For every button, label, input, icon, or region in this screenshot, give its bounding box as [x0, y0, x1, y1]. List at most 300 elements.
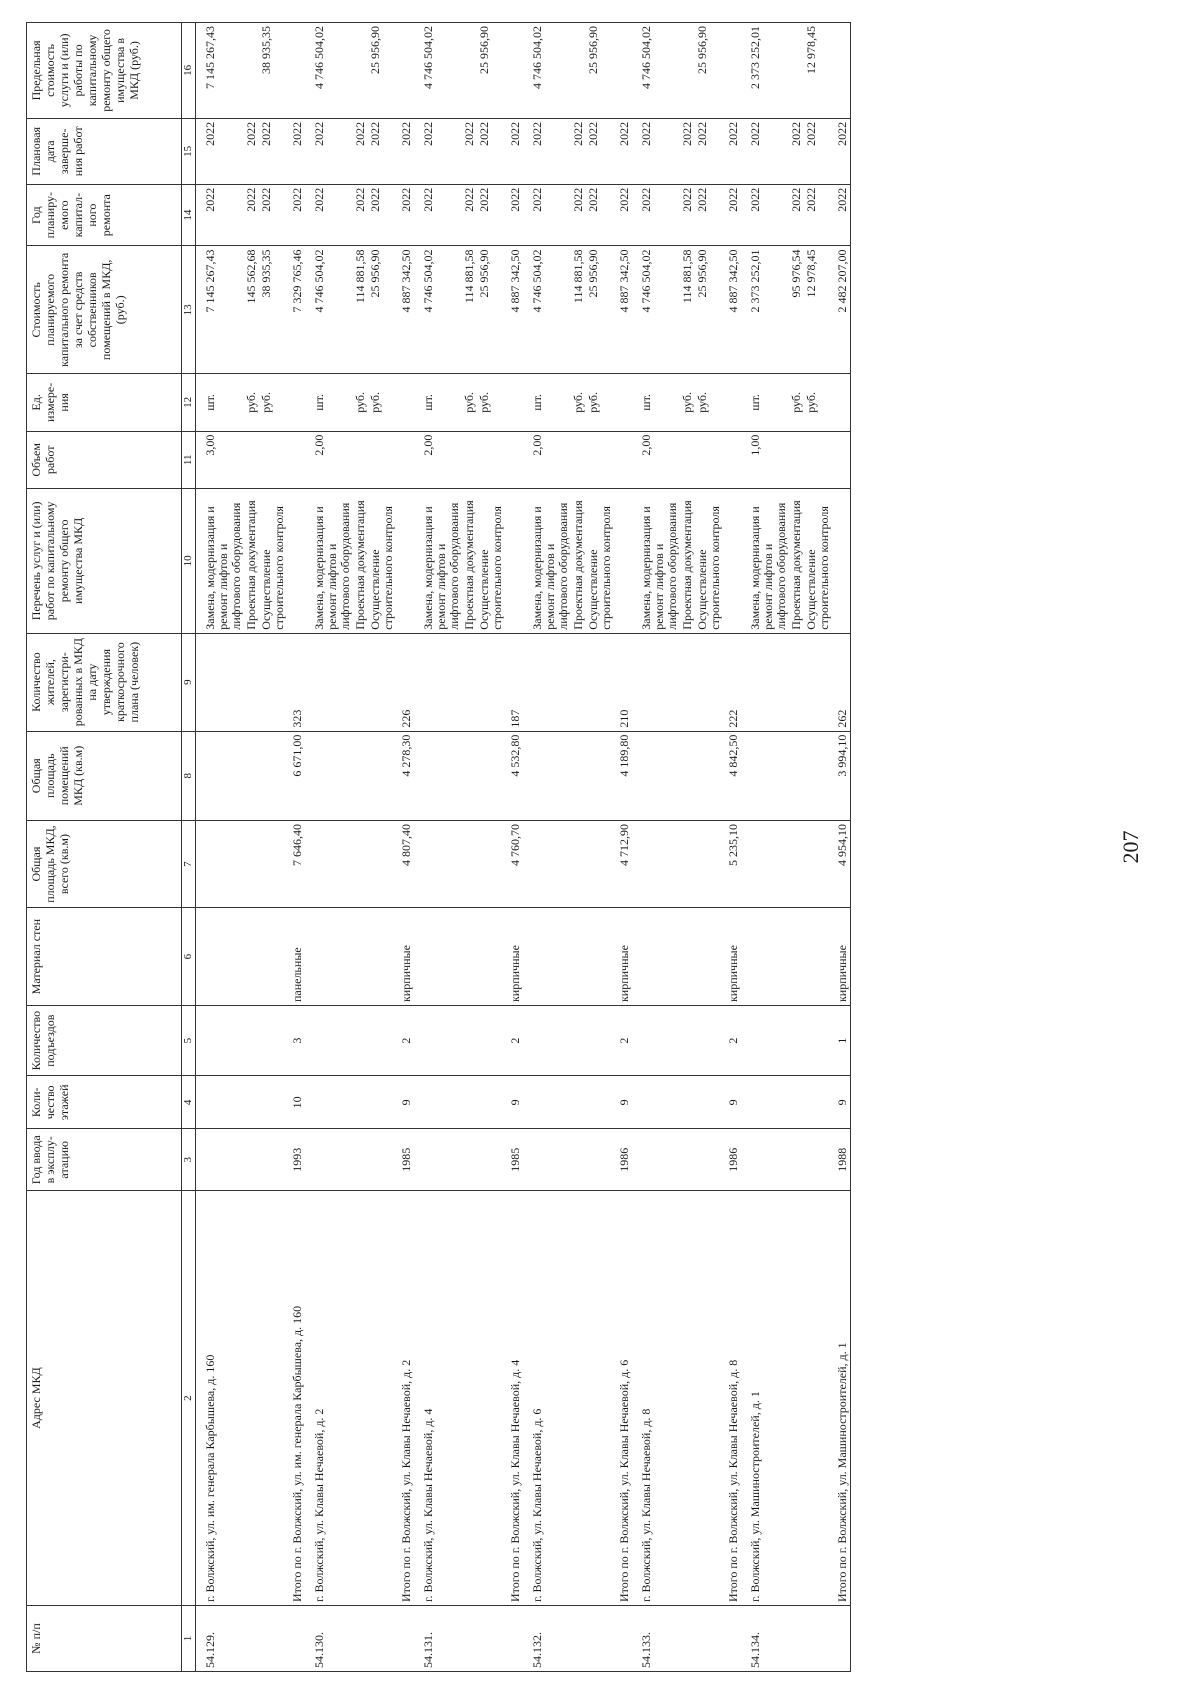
table-cell	[695, 633, 723, 731]
table-cell: 2022	[396, 184, 414, 246]
capital-repair-table	[26, 22, 851, 1672]
table-cell	[632, 1129, 680, 1191]
table-cell: 262	[832, 633, 851, 731]
table-cell: руб.	[695, 374, 723, 431]
column-number: 7	[182, 820, 196, 907]
table-cell: 2022	[832, 118, 851, 184]
column-number: 13	[182, 246, 196, 374]
table-cell	[505, 489, 523, 634]
table-cell	[368, 633, 396, 731]
table-cell: 2,00	[305, 431, 353, 488]
table-cell: 54.132.	[523, 1606, 571, 1672]
table-cell	[196, 1129, 245, 1191]
table-row	[789, 23, 804, 1672]
table-cell: руб.	[804, 374, 832, 431]
table-cell: панельные	[287, 908, 305, 1006]
table-cell: г. Волжский, ул. Машиностроителей, д. 1	[741, 1191, 789, 1606]
table-cell: 323	[287, 633, 305, 731]
column-number: 5	[182, 1006, 196, 1076]
column-header: Стоимость планируемого капитального ремонта за счет средств собственников помещений в МКД, (руб.)	[27, 246, 182, 374]
table-cell	[804, 908, 832, 1006]
table-row	[586, 23, 614, 1672]
table-cell	[368, 908, 396, 1006]
table-cell: 3 994,10	[832, 731, 851, 820]
table-cell	[396, 374, 414, 431]
table-cell	[695, 1606, 723, 1672]
column-header: Ед. измере-ния	[27, 374, 182, 431]
table-cell: 2,00	[523, 431, 571, 488]
table-cell	[462, 1606, 477, 1672]
table-cell	[462, 23, 477, 119]
table-row	[614, 23, 632, 1672]
table-cell: 2022	[305, 184, 353, 246]
table-cell	[305, 731, 353, 820]
table-cell	[804, 1191, 832, 1606]
table-cell: 4 712,90	[614, 820, 632, 907]
table-cell: кирпичные	[614, 908, 632, 1006]
table-cell	[368, 820, 396, 907]
table-cell	[680, 23, 695, 119]
table-cell: 95 976,54	[789, 246, 804, 374]
table-cell: руб.	[244, 374, 259, 431]
column-number: 6	[182, 908, 196, 1006]
table-cell: 7 145 267,43	[196, 23, 245, 119]
table-cell	[789, 23, 804, 119]
table-cell	[723, 374, 741, 431]
table-cell	[353, 431, 368, 488]
table-cell: 4 189,80	[614, 731, 632, 820]
table-cell: руб.	[477, 374, 505, 431]
column-header: Количество жителей, зарегистри-рованных в МКД на дату утверждения краткосрочного плана (человек)	[27, 633, 182, 731]
table-cell: 4 746 504,02	[305, 23, 353, 119]
table-body	[196, 23, 851, 1672]
table-cell	[632, 731, 680, 820]
table-cell	[804, 1606, 832, 1672]
table-cell: руб.	[789, 374, 804, 431]
table-cell: 187	[505, 633, 523, 731]
table-cell	[523, 1129, 571, 1191]
table-cell: 2022	[804, 118, 832, 184]
table-cell: г. Волжский, ул. Клавы Нечаевой, д. 2	[305, 1191, 353, 1606]
table-cell	[477, 1076, 505, 1129]
table-cell: 2022	[414, 184, 462, 246]
table-cell	[832, 374, 851, 431]
table-cell	[396, 1606, 414, 1672]
column-header: Материал стен	[27, 908, 182, 1006]
table-cell	[477, 633, 505, 731]
table-cell	[695, 1191, 723, 1606]
table-cell: 2022	[287, 118, 305, 184]
table-cell	[695, 908, 723, 1006]
table-cell	[680, 820, 695, 907]
table-row	[477, 23, 505, 1672]
table-cell: 25 956,90	[368, 246, 396, 374]
table-cell	[632, 633, 680, 731]
table-cell	[353, 731, 368, 820]
table-cell: 2022	[353, 118, 368, 184]
table-cell	[695, 1129, 723, 1191]
table-cell	[414, 633, 462, 731]
table-cell	[523, 1006, 571, 1076]
table-cell: 1,00	[741, 431, 789, 488]
table-cell	[741, 1076, 789, 1129]
table-cell	[244, 1076, 259, 1129]
table-cell: 4 746 504,02	[414, 246, 462, 374]
table-cell: 9	[614, 1076, 632, 1129]
table-cell	[571, 908, 586, 1006]
table-cell	[196, 1076, 245, 1129]
table-row	[832, 23, 851, 1672]
table-cell	[462, 431, 477, 488]
table-cell: г. Волжский, ул. Клавы Нечаевой, д. 8	[632, 1191, 680, 1606]
table-cell: 2022	[523, 118, 571, 184]
table-cell: 2022	[477, 118, 505, 184]
table-cell	[523, 908, 571, 1006]
table-cell: 1986	[723, 1129, 741, 1191]
table-cell	[571, 1191, 586, 1606]
table-cell: 2	[614, 1006, 632, 1076]
table-cell	[196, 908, 245, 1006]
table-cell: Осуществление строительного контроля	[586, 489, 614, 634]
table-cell: Осуществление строительного контроля	[477, 489, 505, 634]
table-cell: шт.	[523, 374, 571, 431]
table-cell: руб.	[368, 374, 396, 431]
table-cell	[259, 908, 287, 1006]
table-cell	[477, 908, 505, 1006]
column-number: 9	[182, 633, 196, 731]
table-cell	[196, 820, 245, 907]
table-cell: 2022	[505, 184, 523, 246]
table-cell	[586, 1076, 614, 1129]
table-cell: 2	[723, 1006, 741, 1076]
table-cell: Итого по г. Волжский, ул. Клавы Нечаевой, д. 4	[505, 1191, 523, 1606]
table-cell	[680, 1006, 695, 1076]
table-cell	[523, 1076, 571, 1129]
table-cell	[571, 1006, 586, 1076]
table-cell	[723, 431, 741, 488]
table-cell	[789, 1129, 804, 1191]
table-cell	[368, 1006, 396, 1076]
table-cell	[614, 23, 632, 119]
column-number: 3	[182, 1129, 196, 1191]
table-cell: 38 935,35	[259, 23, 287, 119]
table-cell	[632, 820, 680, 907]
table-cell	[259, 1006, 287, 1076]
table-row	[680, 23, 695, 1672]
table-cell	[789, 731, 804, 820]
table-cell	[571, 1129, 586, 1191]
table-row	[723, 23, 741, 1672]
table-cell	[353, 1076, 368, 1129]
table-cell: Проектная документация	[680, 489, 695, 634]
table-cell	[414, 1006, 462, 1076]
table-cell	[571, 820, 586, 907]
table-cell: 4 746 504,02	[523, 246, 571, 374]
table-cell: руб.	[259, 374, 287, 431]
table-cell	[368, 1129, 396, 1191]
table-cell	[741, 820, 789, 907]
column-header: Общая площадь помещений МКД (кв.м)	[27, 731, 182, 820]
table-cell: 114 881,58	[462, 246, 477, 374]
table-cell	[586, 1129, 614, 1191]
table-cell	[462, 1006, 477, 1076]
table-cell	[614, 1606, 632, 1672]
table-cell: 3	[287, 1006, 305, 1076]
table-cell: 2022	[505, 118, 523, 184]
table-cell	[259, 820, 287, 907]
table-cell	[804, 1129, 832, 1191]
column-header: Общая площадь МКД, всего (кв.м)	[27, 820, 182, 907]
table-cell: 4 746 504,02	[632, 246, 680, 374]
table-cell	[368, 1606, 396, 1672]
table-cell	[789, 633, 804, 731]
table-cell: 54.130.	[305, 1606, 353, 1672]
table-cell: 1985	[505, 1129, 523, 1191]
column-number: 11	[182, 431, 196, 488]
table-cell: г. Волжский, ул. Клавы Нечаевой, д. 4	[414, 1191, 462, 1606]
table-cell	[305, 1076, 353, 1129]
table-row	[523, 23, 571, 1672]
table-cell: 114 881,58	[680, 246, 695, 374]
table-row	[305, 23, 353, 1672]
table-cell	[723, 23, 741, 119]
table-cell: 2022	[259, 118, 287, 184]
table-cell	[505, 1606, 523, 1672]
column-number: 8	[182, 731, 196, 820]
table-cell: 4 887 342,50	[614, 246, 632, 374]
table-cell: 2 482 207,00	[832, 246, 851, 374]
table-cell: 4 887 342,50	[723, 246, 741, 374]
table-cell: 226	[396, 633, 414, 731]
table-cell: Итого по г. Волжский, ул. Машиностроителей, д. 1	[832, 1191, 851, 1606]
column-header: Год ввода в эксплу-атацию	[27, 1129, 182, 1191]
table-cell: 2	[505, 1006, 523, 1076]
table-cell: 9	[505, 1076, 523, 1129]
table-cell	[462, 820, 477, 907]
table-cell: 2022	[632, 118, 680, 184]
table-cell: 2022	[396, 118, 414, 184]
table-cell: Замена, модернизация и ремонт лифтов и лифтового оборудования	[632, 489, 680, 634]
table-cell	[680, 1191, 695, 1606]
table-cell	[196, 633, 245, 731]
table-cell: 210	[614, 633, 632, 731]
table-row	[287, 23, 305, 1672]
column-header: № п/п	[27, 1606, 182, 1672]
table-cell	[259, 1129, 287, 1191]
table-cell	[287, 489, 305, 634]
table-cell	[477, 1606, 505, 1672]
table-cell	[804, 1076, 832, 1129]
table-cell	[741, 1006, 789, 1076]
table-cell: Проектная документация	[789, 489, 804, 634]
table-cell: 4 807,40	[396, 820, 414, 907]
table-cell	[505, 374, 523, 431]
table-cell	[586, 1606, 614, 1672]
table-cell: руб.	[353, 374, 368, 431]
column-header: Перечень услуг и (или) работ по капитальному ремонту общего имущества МКД	[27, 489, 182, 634]
table-cell	[695, 1076, 723, 1129]
table-cell	[741, 1129, 789, 1191]
table-cell	[244, 1191, 259, 1606]
table-cell	[586, 1191, 614, 1606]
table-cell	[680, 1076, 695, 1129]
table-cell	[680, 1606, 695, 1672]
column-number: 4	[182, 1076, 196, 1129]
table-cell	[571, 431, 586, 488]
table-cell: 2022	[695, 184, 723, 246]
table-cell: 2022	[723, 184, 741, 246]
table-cell	[614, 489, 632, 634]
table-cell	[695, 1006, 723, 1076]
table-cell	[741, 908, 789, 1006]
table-cell	[632, 908, 680, 1006]
table-cell	[244, 23, 259, 119]
table-cell: 4 887 342,50	[396, 246, 414, 374]
table-cell	[586, 431, 614, 488]
table-cell: 114 881,58	[571, 246, 586, 374]
table-row	[259, 23, 287, 1672]
column-header: Предельная стоимость услуги и (или) работы по капитальному ремонту общего имущества в МКД (руб.)	[27, 23, 182, 119]
table-cell: 2022	[804, 184, 832, 246]
column-number: 2	[182, 1191, 196, 1606]
table-cell: 25 956,90	[477, 23, 505, 119]
table-cell	[353, 908, 368, 1006]
table-cell	[305, 1129, 353, 1191]
table-cell: 2022	[259, 184, 287, 246]
table-cell: 2022	[723, 118, 741, 184]
table-cell: 2022	[368, 118, 396, 184]
table-cell	[244, 431, 259, 488]
table-cell	[353, 1191, 368, 1606]
table-cell: 2022	[368, 184, 396, 246]
table-cell	[244, 1006, 259, 1076]
table-cell: Итого по г. Волжский, ул. Клавы Нечаевой, д. 2	[396, 1191, 414, 1606]
table-cell: 4 746 504,02	[414, 23, 462, 119]
table-row	[396, 23, 414, 1672]
table-cell: 2022	[680, 184, 695, 246]
table-cell: 25 956,90	[695, 23, 723, 119]
table-cell	[571, 1076, 586, 1129]
table-cell	[789, 1076, 804, 1129]
table-cell: 1985	[396, 1129, 414, 1191]
table-cell	[259, 1191, 287, 1606]
table-cell: 7 329 765,46	[287, 246, 305, 374]
table-cell	[680, 633, 695, 731]
table-cell: 2022	[462, 184, 477, 246]
table-cell	[804, 431, 832, 488]
table-cell	[680, 908, 695, 1006]
table-cell: 7 646,40	[287, 820, 305, 907]
table-cell	[680, 431, 695, 488]
rotated-page	[26, 22, 1176, 1672]
table-cell	[287, 23, 305, 119]
table-cell: 2022	[196, 118, 245, 184]
table-cell	[680, 731, 695, 820]
table-cell: 9	[832, 1076, 851, 1129]
table-row	[462, 23, 477, 1672]
table-cell: 2022	[741, 118, 789, 184]
table-cell: 4 746 504,02	[305, 246, 353, 374]
table-cell	[789, 1006, 804, 1076]
table-cell: 2022	[680, 118, 695, 184]
table-cell: 2022	[523, 184, 571, 246]
table-cell: 4 887 342,50	[505, 246, 523, 374]
table-cell: 2022	[305, 118, 353, 184]
table-row	[244, 23, 259, 1672]
table-cell: Осуществление строительного контроля	[259, 489, 287, 634]
table-cell	[804, 731, 832, 820]
table-cell: 5 235,10	[723, 820, 741, 907]
table-cell	[571, 731, 586, 820]
table-cell	[571, 1606, 586, 1672]
table-cell: г. Волжский, ул. им. генерала Карбышева, д. 160	[196, 1191, 245, 1606]
table-cell: 1986	[614, 1129, 632, 1191]
table-cell	[305, 633, 353, 731]
table-cell: 4 746 504,02	[632, 23, 680, 119]
table-cell: Проектная документация	[571, 489, 586, 634]
table-cell: 2022	[287, 184, 305, 246]
table-cell: шт.	[632, 374, 680, 431]
table-cell: 1993	[287, 1129, 305, 1191]
table-cell	[259, 731, 287, 820]
column-number: 10	[182, 489, 196, 634]
table-cell: 4 746 504,02	[523, 23, 571, 119]
table-cell: 6 671,00	[287, 731, 305, 820]
column-number: 16	[182, 23, 196, 119]
table-cell	[505, 431, 523, 488]
table-cell: 4 954,10	[832, 820, 851, 907]
table-cell: 3,00	[196, 431, 245, 488]
table-cell	[414, 1129, 462, 1191]
column-header: Количество подъездов	[27, 1006, 182, 1076]
table-cell: 9	[723, 1076, 741, 1129]
table-cell	[695, 431, 723, 488]
header-row	[27, 23, 182, 1672]
table-cell	[353, 23, 368, 119]
table-cell	[804, 820, 832, 907]
table-cell: Проектная документация	[244, 489, 259, 634]
table-cell: 7 145 267,43	[196, 246, 245, 374]
table-cell: 2022	[414, 118, 462, 184]
table-cell	[368, 731, 396, 820]
table-cell: Проектная документация	[462, 489, 477, 634]
table-cell	[396, 23, 414, 119]
table-cell: 2022	[614, 184, 632, 246]
table-cell	[477, 731, 505, 820]
table-cell: Итого по г. Волжский, ул. им. генерала Карбышева, д. 160	[287, 1191, 305, 1606]
table-row	[571, 23, 586, 1672]
table-cell: 54.129.	[196, 1606, 245, 1672]
table-cell	[789, 1191, 804, 1606]
table-cell	[259, 431, 287, 488]
table-cell	[287, 431, 305, 488]
table-cell: 4 760,70	[505, 820, 523, 907]
table-cell	[695, 731, 723, 820]
table-cell	[414, 820, 462, 907]
table-row	[353, 23, 368, 1672]
table-cell	[632, 1006, 680, 1076]
column-header: Адрес МКД	[27, 1191, 182, 1606]
table-cell	[832, 23, 851, 119]
column-number: 15	[182, 118, 196, 184]
table-cell: руб.	[680, 374, 695, 431]
table-row	[196, 23, 245, 1672]
table-row	[695, 23, 723, 1672]
table-cell	[632, 1076, 680, 1129]
table-cell: 1	[832, 1006, 851, 1076]
table-cell	[353, 1006, 368, 1076]
table-cell	[462, 731, 477, 820]
